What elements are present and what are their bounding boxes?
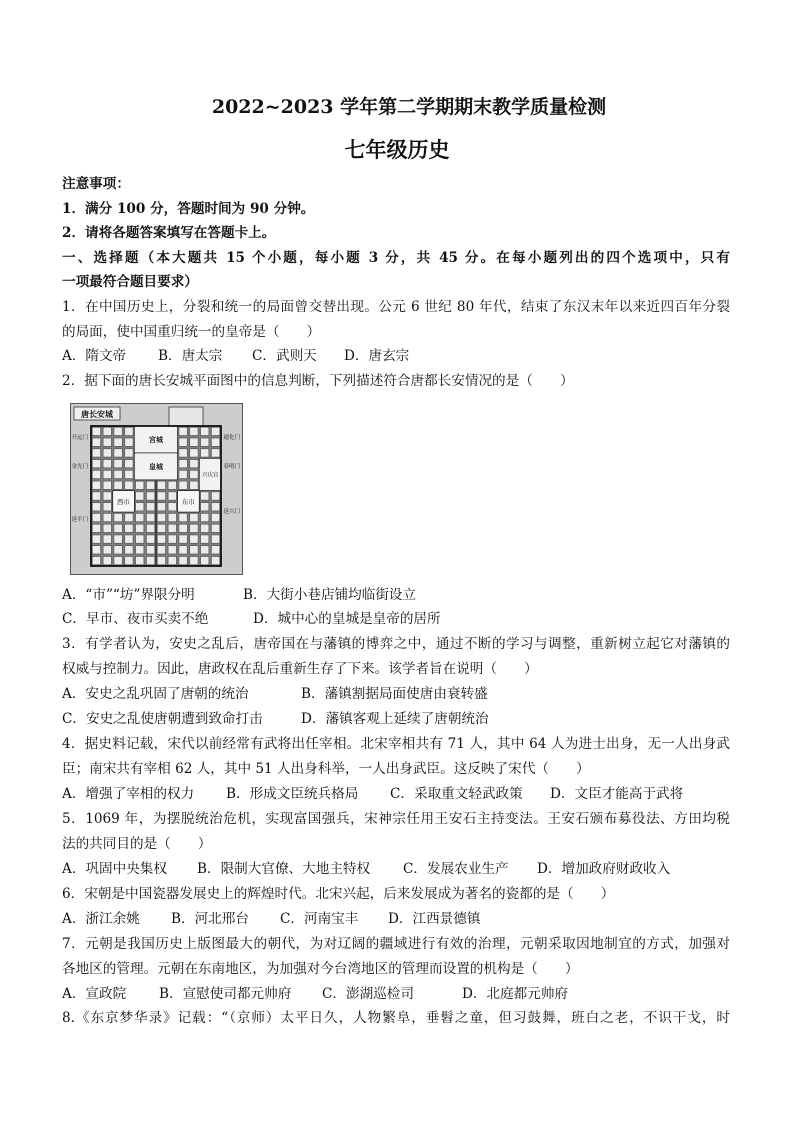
ward-block [125,470,133,478]
ward-block [125,438,133,446]
ward-block [114,438,122,446]
imperial-city-label: 皇城 [149,462,163,471]
ward-block [201,557,209,565]
exam-title: 2022~2023 学年第二学期期末教学质量检测 [211,96,607,118]
ward-block [114,449,122,457]
option-a: A．巩固中央集权 [62,860,167,877]
question-4-options [62,782,730,807]
question-6-stem-line: 6．宋朝是中国瓷器发展史上的辉煌时代。北宋兴起，后来发展成为著名的瓷都的是（ ） [62,885,615,902]
ward-block [201,438,209,446]
gate-label-yanxing: 延兴门 [223,509,241,515]
ward-block [211,557,219,565]
question-1-stem-line: 1．在中国历史上，分裂和统一的局面曾交替出现。公元 6 世纪 80 年代，结束了东汉末年以来近四百年分裂 [62,298,730,315]
ward-block [211,449,219,457]
ward-block [190,557,198,565]
ward-block [114,481,122,489]
ward-block [114,427,122,435]
question-5-options [62,857,730,882]
option-d: D．江西景德镇 [388,910,481,927]
question-2-options [62,607,730,632]
ward-block [179,470,187,478]
ward-block [179,427,187,435]
ward-block [146,481,154,489]
ward-block [168,481,176,489]
chang-an-city-map [70,403,243,575]
ward-block [211,427,219,435]
ward-block [190,438,198,446]
option-b: B．形成文臣统兵格局 [226,786,359,802]
ward-block [103,503,111,511]
ward-block [179,535,187,543]
ward-block [125,513,133,521]
exam-subject: 七年级历史 [344,137,450,162]
option-a: A．隋文帝 [62,348,127,365]
question-7-stem-line: 各地区的管理。元朝在东南地区，为加强对今台湾地区的管理而设置的机构是（ ） [62,960,579,977]
ward-block [92,503,100,511]
ward-block [190,546,198,554]
ward-block [157,513,165,521]
option-a: A．增强了宰相的权力 [62,786,195,802]
question-6-options [62,907,730,932]
ward-block [190,460,198,468]
ward-block [92,492,100,500]
ward-block [146,557,154,565]
ward-block [179,513,187,521]
ward-block [190,481,198,489]
map-title: 唐长安城 [81,408,113,419]
ward-block [114,535,122,543]
ward-block [136,535,144,543]
ward-block [92,546,100,554]
question-1-options [62,344,730,369]
ward-block [103,524,111,532]
option-d: D．北庭都元帅府 [462,985,569,1002]
notes-heading: 注意事项： [62,176,130,192]
ward-block [201,524,209,532]
ward-block [190,427,198,435]
ward-block [211,535,219,543]
ward-block [201,513,209,521]
ward-block [201,427,209,435]
ward-block [157,481,165,489]
xingqing-palace-label: 兴庆宫 [201,472,219,479]
option-d: D．唐玄宗 [344,348,410,365]
ward-block [179,557,187,565]
option-b: B．大街小巷店铺均临街设立 [243,586,417,603]
question-2-options [62,583,730,608]
ward-block [179,449,187,457]
question-1-stem-line: 的局面，使中国重归统一的皇帝是（ ） [62,323,321,340]
ward-block [168,546,176,554]
option-c: C．安史之乱使唐朝遭到致命打击 [62,711,263,728]
ward-block [157,557,165,565]
ward-block [136,481,144,489]
ward-block [190,449,198,457]
ward-block [114,470,122,478]
option-b: B．藩镇割据局面使唐由衰转盛 [301,686,488,703]
ward-block [114,557,122,565]
option-c: C．澎湖巡检司 [322,985,414,1002]
option-d: D．藩镇客观上延续了唐朝统治 [301,711,489,728]
ward-block [157,546,165,554]
question-8-stem-line: 8.《东京梦华录》记载：“（京师）太平日久，人物繁阜，垂髫之童，但习鼓舞，班白之老，不识干戈，时 [62,1010,730,1027]
ward-block [103,460,111,468]
ward-block [146,513,154,521]
ward-block [125,460,133,468]
question-3-options [62,682,730,707]
west-market-label: 西市 [117,497,130,506]
ward-block [125,427,133,435]
ward-block [125,557,133,565]
option-a: A．宣政院 [62,985,127,1002]
ward-block [157,535,165,543]
ward-block [92,557,100,565]
question-3-stem-line: 权威与控制力。因此，唐政权在乱后重新生存了下来。该学者旨在说明（ ） [62,661,538,678]
note-item: 2．请将各题答案填写在答题卡上。 [62,225,276,242]
ward-block [157,492,165,500]
question-5-stem-line: 5．1069 年，为摆脱统治危机，实现富国强兵，宋神宗任用王安石主持变法。王安石颁布募役法、方田均税 [62,810,730,827]
option-a: A．安史之乱巩固了唐朝的统治 [62,686,249,703]
ward-block [179,460,187,468]
ward-block [179,481,187,489]
option-c: C．武则天 [252,348,317,365]
ward-block [114,460,122,468]
section-heading-line: 一项最符合题目要求） [62,274,198,291]
ward-block [201,503,209,511]
palace-city-label: 宫城 [149,435,163,444]
question-7-stem-line: 7．元朝是我国历史上版图最大的朝代，为对辽阔的疆域进行有效的治理，元朝采取因地制宜的方式，加强对 [62,935,730,952]
option-b: B．宣慰使司都元帅府 [159,985,292,1002]
ward-block [125,535,133,543]
ward-block [92,524,100,532]
ward-block [103,438,111,446]
ward-block [190,470,198,478]
option-b: B．限制大官僚、大地主特权 [197,860,371,877]
ward-block [114,546,122,554]
gate-label-tonghua: 通化门 [223,435,241,441]
ward-block [92,535,100,543]
ward-block [146,492,154,500]
ward-block [125,546,133,554]
ward-block [103,557,111,565]
option-c: C．发展农业生产 [403,860,509,877]
ward-block [211,524,219,532]
ward-block [103,513,111,521]
ward-block [146,503,154,511]
ward-block [136,557,144,565]
ward-block [146,524,154,532]
ward-block [211,513,219,521]
ward-block [92,470,100,478]
ward-block [125,481,133,489]
ward-block [168,524,176,532]
ward-block [146,546,154,554]
option-b: B．唐太宗 [158,348,223,365]
ward-block [211,503,219,511]
option-d: D．增加政府财政收入 [537,860,671,877]
ward-block [201,535,209,543]
ward-block [103,427,111,435]
ward-block [168,503,176,511]
option-c: C．河南宝丰 [280,910,359,927]
ward-block [103,470,111,478]
questions-2-to-8 [62,583,730,1032]
east-market-label: 东市 [181,497,195,506]
ward-block [103,449,111,457]
ward-block [136,492,144,500]
ward-block [125,449,133,457]
ward-block [114,524,122,532]
option-a: A．“市”“坊”界限分明 [62,586,195,603]
question-7-options [62,982,730,1007]
option-d: D．文臣才能高于武将 [550,786,684,802]
ward-block [136,503,144,511]
question-3-stem-line: 3．有学者认为，安史之乱后，唐帝国在与藩镇的博弈之中，通过不断的学习与调整，重新树立起它对藩镇的 [62,636,730,653]
gate-label-chunming: 春明门 [223,464,241,470]
ward-block [92,449,100,457]
chang-an-map-svg [70,403,243,575]
question-4-stem-line: 4．据史料记载，宋代以前经常有武将出任宰相。北宋宰相共有 71 人，其中 64 人为进士出身，无一人出身武 [62,736,730,753]
gate-label-kaiyuan: 开远门 [71,435,89,441]
ward-block [92,427,100,435]
ward-block [168,513,176,521]
note-item: 1．满分 100 分，答题时间为 90 分钟。 [62,200,315,217]
ward-block [92,460,100,468]
ward-block [136,513,144,521]
option-d: D．城中心的皇城是皇帝的居所 [253,611,441,628]
option-c: C．采取重文轻武政策 [390,786,523,802]
ward-block [103,546,111,554]
ward-block [92,513,100,521]
ward-block [201,546,209,554]
ward-block [157,503,165,511]
ward-block [136,524,144,532]
ward-block [92,481,100,489]
section-heading-line: 一、选择题（本大题共 15 个小题，每小题 3 分，共 45 分。在每小题列出的四个选项中，只有 [62,249,730,266]
ward-block [201,492,209,500]
instructions-and-q1 [62,172,730,393]
ward-block [136,546,144,554]
ward-block [190,513,198,521]
ward-block [125,524,133,532]
ward-block [168,492,176,500]
gate-label-yanping: 延平门 [71,517,89,523]
ward-block [103,481,111,489]
ward-block [103,535,111,543]
ward-block [211,438,219,446]
daming-palace-area [169,407,203,426]
ward-block [146,535,154,543]
ward-block [201,449,209,457]
ward-block [157,524,165,532]
ward-block [211,492,219,500]
option-b: B．河北邢台 [171,910,249,927]
question-3-options [62,707,730,732]
ward-block [179,546,187,554]
question-5-stem-line: 法的共同目的是（ ） [62,835,212,852]
option-a: A．浙江余姚 [62,910,140,927]
ward-block [168,535,176,543]
ward-block [92,438,100,446]
option-c: C．早市、夜市买卖不绝 [62,611,209,628]
question-2-stem-line: 2．据下面的唐长安城平面图中的信息判断，下列描述符合唐都长安情况的是（ ） [62,372,574,389]
ward-block [190,524,198,532]
ward-block [179,524,187,532]
ward-block [114,513,122,521]
ward-block [211,546,219,554]
gate-label-jinguang: 金光门 [71,464,89,470]
ward-block [179,438,187,446]
ward-block [190,535,198,543]
ward-block [103,492,111,500]
ward-block [168,557,176,565]
question-4-stem-line: 臣；南宋共有宰相 62 人，其中 51 人出身科举，一人出身武臣。这反映了宋代（ ） [62,761,590,778]
